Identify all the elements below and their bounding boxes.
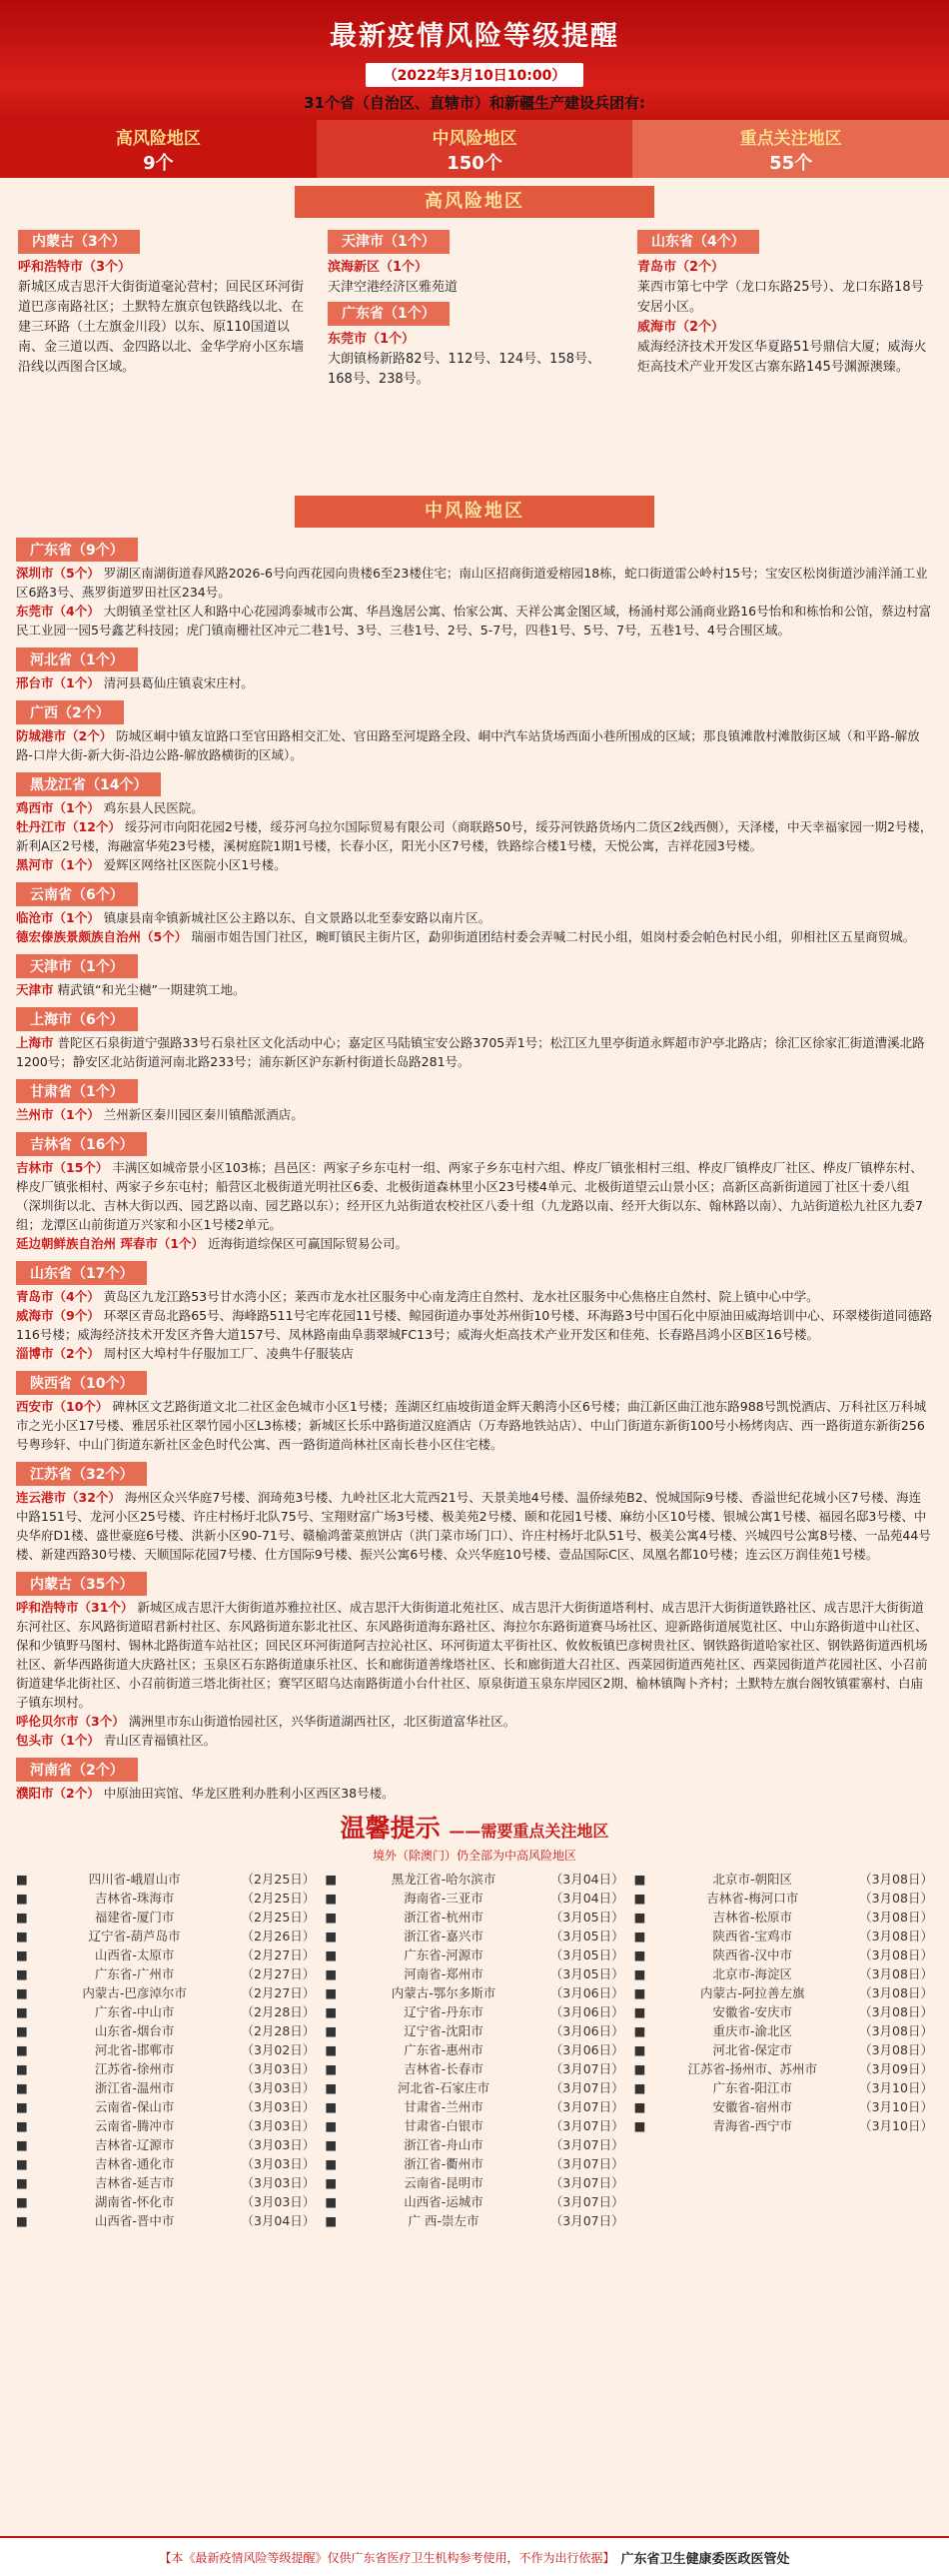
focus-area: 青海省-西宁市 bbox=[712, 2118, 793, 2133]
focus-item: ■ 内蒙古-阿拉善左旗 （3月08日） bbox=[633, 1985, 933, 2000]
footer bbox=[0, 2536, 949, 2576]
city-label: 连云港市（32个） bbox=[16, 1490, 121, 1505]
city-label: 威海市（9个） bbox=[16, 1308, 100, 1323]
province-label: 甘肃省（1个） bbox=[16, 1079, 138, 1103]
focus-item: ■ 安徽省-宿州市 （3月10日） bbox=[633, 2099, 933, 2114]
focus-item: ■ 内蒙古-巴彦淖尔市 （2月27日） bbox=[16, 1985, 316, 2000]
focus-date: （3月06日） bbox=[549, 2023, 624, 2038]
focus-area: 广东省-惠州市 bbox=[404, 2042, 483, 2057]
focus-date: （3月08日） bbox=[859, 1985, 933, 2000]
high-risk-columns bbox=[0, 226, 949, 488]
focus-area: 云南省-保山市 bbox=[94, 2099, 175, 2114]
area-text: 黄岛区九龙江路53号甘水湾小区；莱西市龙水社区服务中心南龙湾庄自然村、龙水社区服务中心焦格庄自然村、院上镇中心中学。 bbox=[103, 1289, 819, 1304]
footer-note: 【本《最新疫情风险等级提醒》仅供广东省医疗卫生机构参考使用，不作为出行依据】 bbox=[159, 2550, 615, 2565]
city-label: 呼伦贝尔市（3个） bbox=[16, 1714, 125, 1729]
medium-province-block bbox=[16, 1005, 933, 1071]
medium-risk-entry bbox=[16, 1784, 933, 1803]
focus-date: （3月05日） bbox=[549, 1947, 624, 1962]
focus-area: 广 西-崇左市 bbox=[408, 2213, 479, 2228]
focus-item: ■ 陕西省-汉中市 （3月08日） bbox=[633, 1947, 933, 1962]
province-label: 江苏省（32个） bbox=[16, 1462, 147, 1486]
area-text: 大朗镇圣堂社区人和路中心花园鸿泰城市公寓、华昌逸居公寓、怡家公寓、天祥公寓金图区域，杨涌村郑公涌商业路16号怡和和栋怡和公馆，蔡边村富民工业园一园5号鑫艺科技园；虎门镇南栅社区冲元二巷1号、3号、三巷1号、2号、5-7号，四巷1号、5号、7号，五巷1号、4号合围区域。 bbox=[16, 604, 932, 638]
focus-item: ■ 浙江省-舟山市 （3月07日） bbox=[325, 2137, 624, 2152]
city-label: 邢台市（1个） bbox=[16, 675, 100, 690]
medium-risk-entry bbox=[16, 564, 933, 602]
medium-risk-list bbox=[0, 536, 949, 1803]
medium-risk-entry bbox=[16, 726, 933, 764]
area-text: 丰满区如城帝景小区103栋；昌邑区：两家子乡东屯村一组、两家子乡东屯村六组、桦皮厂镇张相村三组、桦皮厂镇桦皮厂社区、桦皮厂镇桦东村、桦皮厂镇张相村、两家子乡东屯村；船营区北极街道光明社区6委、北极街道森林里小区23号楼4单元、北极街道望云山景小区；高新区高新街道园丁社区十委八组（深圳街以北、吉林大街以西、园艺路以南、园艺路以东）；经开区九站街道农校社区八委十组（九龙路以南、经开大街以东、翰林路以南）、九站街道松九社区九委7组；龙潭区山前街道万兴家和小区1号楼2单元。 bbox=[16, 1160, 923, 1232]
focus-item: ■ 广东省-河源市 （3月05日） bbox=[325, 1947, 624, 1962]
focus-area: 海南省-三亚市 bbox=[404, 1891, 483, 1906]
city-label: 西安市（10个） bbox=[16, 1399, 109, 1414]
medium-risk-entry bbox=[16, 1731, 933, 1750]
footer-org: 广东省卫生健康委医政医管处 bbox=[620, 2551, 790, 2567]
medium-risk-entry bbox=[16, 1158, 933, 1234]
province-label: 内蒙古（35个） bbox=[16, 1572, 147, 1596]
medium-province-block bbox=[16, 952, 933, 999]
focus-item: ■ 辽宁省-葫芦岛市 （2月26日） bbox=[16, 1929, 316, 1943]
focus-item: ■ 广东省-中山市 （2月28日） bbox=[16, 2004, 316, 2019]
focus-item: ■ 广 西-崇左市 （3月07日） bbox=[325, 2213, 624, 2228]
high-risk-col-1: 内蒙古（3个） 呼和浩特市（3个） 新城区成吉思汗大街街道毫沁营村；回民区环河街道巴彦南路社区；土默特左旗京包铁路线以北、在建三环路（土左旗金川段）以东、原110国道以南、金三道以西、金四路以北、金华学府小区东墙沿线以西图合区域。 bbox=[18, 226, 312, 488]
medium-province-block bbox=[16, 698, 933, 764]
focus-item: ■ 安徽省-安庆市 （3月08日） bbox=[633, 2004, 933, 2019]
focus-date: （3月06日） bbox=[549, 2004, 624, 2019]
focus-item: ■ 吉林省-通化市 （3月03日） bbox=[16, 2156, 316, 2171]
medium-risk-entry bbox=[16, 908, 933, 927]
focus-area: 河北省-保定市 bbox=[712, 2042, 793, 2057]
focus-area: 浙江省-温州市 bbox=[94, 2080, 175, 2095]
focus-area: 山西省-运城市 bbox=[404, 2194, 483, 2209]
focus-item: ■ 山西省-运城市 （3月07日） bbox=[325, 2194, 624, 2209]
focus-area: 江苏省-扬州市、苏州市 bbox=[687, 2061, 818, 2076]
focus-date: （3月07日） bbox=[549, 2156, 624, 2171]
area-text: 罗湖区南湖街道春风路2026-6号向西花园向贵楼6至23楼住宅；南山区招商街道爱榕园18栋，蛇口街道雷公岭村15号；宝安区松岗街道沙浦洋涌工业区6路3号、燕罗街道罗田社区234号。 bbox=[16, 566, 928, 600]
province-label: 吉林省（16个） bbox=[16, 1132, 147, 1156]
focus-item: ■ 浙江省-嘉兴市 （3月05日） bbox=[325, 1929, 624, 1943]
province-label: 上海市（6个） bbox=[16, 1007, 138, 1031]
focus-area-columns bbox=[0, 1864, 949, 2228]
area-text: 爱辉区网络社区医院小区1号楼。 bbox=[103, 857, 287, 872]
focus-date: （3月03日） bbox=[241, 2194, 316, 2209]
focus-date: （3月02日） bbox=[241, 2042, 316, 2057]
focus-date: （3月08日） bbox=[859, 1947, 933, 1962]
focus-date: （3月05日） bbox=[549, 1910, 624, 1925]
focus-item: ■ 甘肃省-白银市 （3月07日） bbox=[325, 2118, 624, 2133]
focus-date: （3月08日） bbox=[859, 2042, 933, 2057]
city-label: 临沧市（1个） bbox=[16, 910, 100, 925]
focus-item: ■ 广东省-阳江市 （3月10日） bbox=[633, 2080, 933, 2095]
focus-item: ■ 云南省-腾冲市 （3月03日） bbox=[16, 2118, 316, 2133]
focus-item: ■ 江苏省-扬州市、苏州市 （3月09日） bbox=[633, 2061, 933, 2076]
area-text: 清河县葛仙庄镇袁宋庄村。 bbox=[103, 675, 254, 690]
focus-item: ■ 北京市-海淀区 （3月08日） bbox=[633, 1966, 933, 1981]
area-text: 满洲里市东山街道怡园社区，兴华街道湖西社区，北区街道富华社区。 bbox=[128, 1714, 516, 1729]
focus-item: ■ 甘肃省-兰州市 （3月07日） bbox=[325, 2099, 624, 2114]
focus-date: （2月28日） bbox=[241, 2004, 316, 2019]
medium-risk-entry bbox=[16, 980, 933, 999]
province-label: 云南省（6个） bbox=[16, 882, 138, 906]
city-label: 天津市 bbox=[16, 982, 54, 997]
focus-area: 北京市-海淀区 bbox=[712, 1966, 793, 1981]
focus-date: （3月03日） bbox=[241, 2137, 316, 2152]
high-risk-col-3: 山东省（4个） 青岛市（2个） 莱西市第七中学（龙口东路25号）、龙口东路18号安居小区。 威海市（2个） 威海经济技术开发区华夏路51号鼎信大厦；威海火炬高技术产业开发区古寨东路145号渊源澳臻。 bbox=[637, 226, 931, 488]
medium-risk-entry bbox=[16, 855, 933, 874]
focus-column bbox=[325, 1870, 624, 2228]
focus-item: ■ 吉林省-辽源市 （3月03日） bbox=[16, 2137, 316, 2152]
medium-risk-entry bbox=[16, 1033, 933, 1071]
province-label: 河南省（2个） bbox=[16, 1758, 138, 1782]
focus-item: ■ 吉林省-珠海市 （2月25日） bbox=[16, 1891, 316, 1906]
focus-date: （3月08日） bbox=[859, 2004, 933, 2019]
city-label: 兰州市（1个） bbox=[16, 1107, 100, 1122]
focus-area: 重庆市-渝北区 bbox=[712, 2023, 793, 2038]
focus-date: （3月08日） bbox=[859, 1910, 933, 1925]
city-label: 防城港市（2个） bbox=[16, 728, 113, 743]
focus-area: 吉林省-珠海市 bbox=[94, 1891, 175, 1906]
focus-area: 山西省-太原市 bbox=[94, 1947, 175, 1962]
focus-date: （3月10日） bbox=[859, 2080, 933, 2095]
focus-date: （3月06日） bbox=[549, 2042, 624, 2057]
focus-area: 北京市-朝阳区 bbox=[712, 1872, 793, 1887]
tips-note: 境外（除澳门）仍全部为中高风险地区 bbox=[372, 1849, 576, 1863]
focus-area: 河北省-邯郸市 bbox=[94, 2042, 175, 2057]
focus-item: ■ 吉林省-长春市 （3月07日） bbox=[325, 2061, 624, 2076]
focus-area: 湖南省-怀化市 bbox=[94, 2194, 175, 2209]
high-risk-summary: 高风险地区 9个 bbox=[0, 120, 317, 178]
focus-area: 辽宁省-葫芦岛市 bbox=[88, 1929, 181, 1943]
medium-risk-entry bbox=[16, 1397, 933, 1454]
medium-province-block bbox=[16, 536, 933, 640]
focus-item: ■ 辽宁省-丹东市 （3月06日） bbox=[325, 2004, 624, 2019]
city-label: 延边朝鲜族自治州 珲春市（1个） bbox=[16, 1236, 205, 1251]
focus-area: 陕西省-汉中市 bbox=[712, 1947, 793, 1962]
focus-item: ■ 辽宁省-沈阳市 （3月06日） bbox=[325, 2023, 624, 2038]
area-text: 青山区青福镇社区。 bbox=[103, 1733, 217, 1748]
focus-item: ■ 黑龙江省-哈尔滨市 （3月04日） bbox=[325, 1872, 624, 1887]
medium-risk-entry bbox=[16, 1306, 933, 1344]
focus-date: （2月27日） bbox=[241, 1985, 316, 2000]
risk-summary-band bbox=[0, 120, 949, 178]
province-label: 天津市（1个） bbox=[16, 954, 138, 978]
focus-area-summary: 重点关注地区 55个 bbox=[632, 120, 949, 178]
city-label: 淄博市（2个） bbox=[16, 1346, 100, 1361]
area-text: 绥芬河市向阳花园2号楼，绥芬河乌拉尔国际贸易有限公司（商联路50号，绥芬河铁路货场内二货区2线西侧），天泽楼，中天幸福家园一期2号楼，新利A区2号楼，海融富华苑23号楼，溪树庭院1期1号楼，长春小区，阳光小区7号楼，铁路综合楼1号楼，天悦公寓，吉祥花园3号楼。 bbox=[16, 819, 933, 853]
focus-item: ■ 广东省-广州市 （2月27日） bbox=[16, 1966, 316, 1981]
medium-risk-heading: 中风险地区 bbox=[295, 496, 654, 528]
focus-item: ■ 陕西省-宝鸡市 （3月08日） bbox=[633, 1929, 933, 1943]
focus-date: （2月25日） bbox=[241, 1891, 316, 1906]
focus-date: （3月08日） bbox=[859, 1872, 933, 1887]
area-text: 防城区峒中镇友谊路口至官田路相交汇处、官田路至河堤路全段、峒中汽车站货场西面小巷所围成的区域；那良镇滩散村滩散街区域（和平路-解放路-口岸大街-新大街-沿边公路-解放路横街的区域）。 bbox=[16, 728, 920, 762]
medium-province-block bbox=[16, 1369, 933, 1454]
focus-area: 四川省-峨眉山市 bbox=[88, 1872, 181, 1887]
focus-area: 河北省-石家庄市 bbox=[397, 2080, 489, 2095]
focus-date: （3月07日） bbox=[549, 2118, 624, 2133]
focus-item: ■ 江苏省-徐州市 （3月03日） bbox=[16, 2061, 316, 2076]
focus-area: 浙江省-衢州市 bbox=[404, 2156, 483, 2171]
focus-date: （3月03日） bbox=[241, 2118, 316, 2133]
focus-area: 吉林省-辽源市 bbox=[94, 2137, 175, 2152]
focus-area: 辽宁省-沈阳市 bbox=[404, 2023, 483, 2038]
high-risk-col-2: 天津市（1个） 滨海新区（1个） 天津空港经济区雅苑道 广东省（1个） 东莞市（1个） 大朗镇杨新路82号、112号、124号、158号、168号、238号。 bbox=[328, 226, 621, 488]
tips-title: 温馨提示 ——需要重点关注地区 bbox=[340, 1814, 609, 1843]
focus-date: （3月09日） bbox=[859, 2061, 933, 2076]
area-text: 兰州新区秦川园区秦川镇酷派酒店。 bbox=[103, 1107, 304, 1122]
focus-area: 浙江省-舟山市 bbox=[404, 2137, 483, 2152]
area-text: 普陀区石泉街道宁强路33号石泉社区文化活动中心；嘉定区马陆镇宝安公路3705弄1号；松江区九里亭街道永辉超市沪亭北路店；徐汇区徐家汇街道漕溪北路1200号；静安区北站街道河南北路233号；浦东新区沪东新村街道长岛路281号。 bbox=[16, 1035, 925, 1069]
focus-date: （3月04日） bbox=[241, 2213, 316, 2228]
province-label: 山东省（17个） bbox=[16, 1261, 147, 1285]
focus-date: （3月04日） bbox=[549, 1872, 624, 1887]
medium-risk-entry bbox=[16, 1287, 933, 1306]
focus-date: （2月26日） bbox=[241, 1929, 316, 1943]
focus-area: 内蒙古-鄂尔多斯市 bbox=[391, 1985, 496, 2000]
city-label: 牡丹江市（12个） bbox=[16, 819, 121, 834]
focus-item: ■ 云南省-昆明市 （3月07日） bbox=[325, 2175, 624, 2190]
focus-item: ■ 青海省-西宁市 （3月10日） bbox=[633, 2118, 933, 2133]
focus-date: （3月07日） bbox=[549, 2175, 624, 2190]
area-text: 海州区众兴华庭7号楼、润琦苑3号楼、九岭社区北大荒西21号、天景美地4号楼、温侨绿苑B2、悦城国际9号楼、香溢世纪花城小区7号楼、海连中路151号、龙河小区25号楼、许庄村杨圩北队75号、宝翔财富广场3号楼、极美苑2号楼、颐和花园1号楼、麻纺小区10号楼、银城公寓1号楼、福园名邸3号楼、中央华府D1楼、盛世豪庭6号楼、洪新小区90-71号、赣榆鸿蕾菜煎饼店（洪门菜市场门口）、许庄村杨圩北队51号、极美公寓4号楼、兴城四号公寓8号楼、一品苑44号楼、新建西路30号楼、天顺国际花园7号楼、仕方国际9号楼、振兴公寓6号楼、众兴华庭10号楼、壹品国际C区、凤凰名都10号楼；连云区万润佳苑1号楼。 bbox=[16, 1490, 931, 1562]
focus-area: 甘肃省-兰州市 bbox=[404, 2099, 483, 2114]
focus-item: ■ 四川省-峨眉山市 （2月25日） bbox=[16, 1872, 316, 1887]
focus-item: ■ 河北省-邯郸市 （3月02日） bbox=[16, 2042, 316, 2057]
city-label: 德宏傣族景颇族自治州（5个） bbox=[16, 929, 188, 944]
focus-item: ■ 湖南省-怀化市 （3月03日） bbox=[16, 2194, 316, 2209]
focus-date: （3月03日） bbox=[241, 2061, 316, 2076]
focus-item: ■ 河北省-保定市 （3月08日） bbox=[633, 2042, 933, 2057]
focus-date: （2月27日） bbox=[241, 1947, 316, 1962]
city-label: 东莞市（4个） bbox=[16, 604, 100, 619]
focus-date: （2月25日） bbox=[241, 1872, 316, 1887]
area-text: 新城区成吉思汗大街街道苏雅拉社区、成吉思汗大街街道北苑社区、成吉思汗大街街道塔利村、成吉思汗大街街道铁路社区、成吉思汗大街街道东河社区、东风路街道昭君新村社区、东风路街道东影北社区、东风路街道海东路社区、海拉尔东路街道赛马场社区、迎新路街道展览社区、中山东路街道中山社区、保和少镇野马图村、锡林北路街道车站社区；回民区环河街道阿吉拉沁社区、环河街道太平街社区、攸攸板镇巴彦树贵社区、钢铁路街道哈家社区、钢铁路街道西机场社区、新华西路街道大庆路社区；玉泉区石东路街道康乐社区、长和廊街道善缘塔社区、长和廊街道大召社区、西菜园街道西苑社区、西菜园街道芦花园社区、小召前街道建华北街社区、小召前街道三塔北街社区；赛罕区昭乌达南路街道小台什社区、原泉街道玉泉东岸园区2期、榆林镇陶卜齐村；土默特左旗台阁牧镇霍寨村、白庙子镇东坝村。 bbox=[16, 1600, 928, 1710]
focus-area: 吉林省-梅河口市 bbox=[706, 1891, 799, 1906]
area-text: 瑞丽市姐告国门社区，畹町镇民主街片区，勐卯街道团结村委会弄喊二村民小组，姐岗村委会帕色村民小组，卯相社区五星商贸城。 bbox=[191, 929, 916, 944]
focus-area: 吉林省-长春市 bbox=[404, 2061, 483, 2076]
city-label: 鸡西市（1个） bbox=[16, 800, 100, 815]
focus-area: 福建省-厦门市 bbox=[94, 1910, 175, 1925]
focus-item: ■ 云南省-保山市 （3月03日） bbox=[16, 2099, 316, 2114]
medium-province-block bbox=[16, 880, 933, 946]
focus-item: ■ 福建省-厦门市 （2月25日） bbox=[16, 1910, 316, 1925]
medium-province-block bbox=[16, 1460, 933, 1564]
focus-item: ■ 浙江省-温州市 （3月03日） bbox=[16, 2080, 316, 2095]
focus-area: 内蒙古-阿拉善左旗 bbox=[700, 1985, 805, 2000]
focus-item: ■ 重庆市-渝北区 （3月08日） bbox=[633, 2023, 933, 2038]
focus-item: ■ 山东省-烟台市 （2月28日） bbox=[16, 2023, 316, 2038]
medium-province-block bbox=[16, 645, 933, 692]
focus-item: ■ 海南省-三亚市 （3月04日） bbox=[325, 1891, 624, 1906]
focus-item: ■ 广东省-惠州市 （3月06日） bbox=[325, 2042, 624, 2057]
area-text: 环翠区青岛北路65号、海峰路511号宅库花园11号楼、鲸园街道办事处苏州街10号楼、环海路3号中国石化中原油田威海培训中心、环翠楼街道同德路116号楼；威海经济技术开发区齐鲁大道157号、凤林路南曲阜翡翠城FC13号；威海火炬高技术产业开发区和佳苑、长春路昌鸿小区B区16号楼。 bbox=[16, 1308, 933, 1342]
area-text: 镇康县南伞镇新城社区公主路以东、自文景路以北至泰安路以南片区。 bbox=[103, 910, 491, 925]
focus-area: 吉林省-松原市 bbox=[712, 1910, 793, 1925]
focus-item: ■ 北京市-朝阳区 （3月08日） bbox=[633, 1872, 933, 1887]
focus-date: （3月03日） bbox=[241, 2175, 316, 2190]
focus-area: 江苏省-徐州市 bbox=[94, 2061, 175, 2076]
medium-province-block bbox=[16, 1130, 933, 1253]
focus-item: ■ 吉林省-梅河口市 （3月08日） bbox=[633, 1891, 933, 1906]
focus-date: （3月08日） bbox=[859, 1891, 933, 1906]
medium-risk-entry bbox=[16, 673, 933, 692]
focus-area: 广东省-广州市 bbox=[94, 1966, 175, 1981]
focus-date: （3月08日） bbox=[859, 1966, 933, 1981]
province-label: 陕西省（10个） bbox=[16, 1371, 147, 1395]
focus-date: （3月07日） bbox=[549, 2137, 624, 2152]
tips-section bbox=[0, 1809, 949, 1864]
province-label: 黑龙江省（14个） bbox=[16, 772, 161, 796]
focus-area: 广东省-阳江市 bbox=[712, 2080, 793, 2095]
focus-date: （3月07日） bbox=[549, 2099, 624, 2114]
focus-item: ■ 内蒙古-鄂尔多斯市 （3月06日） bbox=[325, 1985, 624, 2000]
focus-area: 云南省-昆明市 bbox=[404, 2175, 483, 2190]
page-title: 最新疫情风险等级提醒 bbox=[330, 21, 619, 52]
focus-area: 安徽省-安庆市 bbox=[712, 2004, 793, 2019]
focus-item: ■ 吉林省-松原市 （3月08日） bbox=[633, 1910, 933, 1925]
focus-column bbox=[634, 1870, 933, 2167]
area-text: 近海街道综保区可赢国际贸易公司。 bbox=[208, 1236, 409, 1251]
focus-area: 吉林省-延吉市 bbox=[94, 2175, 175, 2190]
city-label: 深圳市（5个） bbox=[16, 566, 100, 581]
medium-risk-entry bbox=[16, 1712, 933, 1731]
focus-item: ■ 河南省-郑州市 （3月05日） bbox=[325, 1966, 624, 1981]
focus-area: 广东省-中山市 bbox=[94, 2004, 175, 2019]
province-label: 广西（2个） bbox=[16, 700, 124, 724]
focus-area: 浙江省-嘉兴市 bbox=[404, 1929, 483, 1943]
focus-date: （3月07日） bbox=[549, 2061, 624, 2076]
focus-date: （3月05日） bbox=[549, 1966, 624, 1981]
focus-area: 辽宁省-丹东市 bbox=[404, 2004, 483, 2019]
focus-date: （3月10日） bbox=[859, 2118, 933, 2133]
focus-date: （3月10日） bbox=[859, 2099, 933, 2114]
city-label: 濮阳市（2个） bbox=[16, 1786, 100, 1801]
area-text: 周村区大埠村牛仔服加工厂、凌典牛仔服装店 bbox=[103, 1346, 354, 1361]
medium-risk-entry bbox=[16, 602, 933, 640]
update-date: （2022年3月10日10:00） bbox=[366, 63, 584, 87]
medium-risk-entry bbox=[16, 1344, 933, 1363]
focus-area: 吉林省-通化市 bbox=[94, 2156, 175, 2171]
focus-date: （2月25日） bbox=[241, 1910, 316, 1925]
focus-date: （3月03日） bbox=[241, 2156, 316, 2171]
focus-item: ■ 吉林省-延吉市 （3月03日） bbox=[16, 2175, 316, 2190]
area-text: 碑林区文艺路街道文北二社区金色城市小区1号楼；莲湖区红庙坡街道金辉天鹅湾小区6号楼；曲江新区曲江池东路988号凯悦酒店、万科社区万科城市之光小区17号楼、雅居乐社区翠竹园小区L3栋楼；新城区长乐中路街道汉庭酒店（万寿路地铁站店）、中山门街道东新街100号小杨烤肉店、西一路街道东新街256号粤珍轩、中山门街道东新社区金色时代公寓、西一路街道尚林社区南长巷小区住宅楼。 bbox=[16, 1399, 927, 1452]
high-risk-heading: 高风险地区 bbox=[295, 186, 654, 218]
focus-area: 浙江省-杭州市 bbox=[404, 1910, 483, 1925]
city-label: 青岛市（4个） bbox=[16, 1289, 100, 1304]
medium-risk-entry bbox=[16, 1598, 933, 1712]
focus-date: （3月08日） bbox=[859, 1929, 933, 1943]
medium-risk-entry bbox=[16, 1234, 933, 1253]
focus-date: （3月05日） bbox=[549, 1929, 624, 1943]
province-label: 广东省（9个） bbox=[16, 538, 138, 562]
focus-item: ■ 山西省-晋中市 （3月04日） bbox=[16, 2213, 316, 2228]
city-label: 黑河市（1个） bbox=[16, 857, 100, 872]
focus-area: 甘肃省-白银市 bbox=[404, 2118, 483, 2133]
focus-area: 黑龙江省-哈尔滨市 bbox=[391, 1872, 496, 1887]
medium-province-block bbox=[16, 770, 933, 874]
city-label: 呼和浩特市（31个） bbox=[16, 1600, 134, 1615]
focus-date: （3月04日） bbox=[549, 1891, 624, 1906]
medium-province-block bbox=[16, 1259, 933, 1363]
focus-date: （3月03日） bbox=[241, 2080, 316, 2095]
focus-date: （3月07日） bbox=[549, 2194, 624, 2209]
focus-date: （3月07日） bbox=[549, 2080, 624, 2095]
medium-risk-entry bbox=[16, 817, 933, 855]
medium-province-block bbox=[16, 1077, 933, 1124]
focus-date: （2月28日） bbox=[241, 2023, 316, 2038]
focus-area: 河南省-郑州市 bbox=[404, 1966, 483, 1981]
medium-risk-entry bbox=[16, 798, 933, 817]
city-label: 吉林市（15个） bbox=[16, 1160, 109, 1175]
focus-date: （3月03日） bbox=[241, 2099, 316, 2114]
medium-risk-entry bbox=[16, 1105, 933, 1124]
focus-date: （2月27日） bbox=[241, 1966, 316, 1981]
focus-area: 山东省-烟台市 bbox=[94, 2023, 175, 2038]
focus-area: 广东省-河源市 bbox=[404, 1947, 483, 1962]
focus-area: 陕西省-宝鸡市 bbox=[712, 1929, 793, 1943]
area-text: 精武镇“和光尘樾”一期建筑工地。 bbox=[57, 982, 246, 997]
summary-text: 31个省（自治区、直辖市）和新疆生产建设兵团有: bbox=[304, 94, 645, 112]
medium-risk-entry bbox=[16, 927, 933, 946]
medium-risk-summary: 中风险地区 150个 bbox=[317, 120, 633, 178]
focus-date: （3月06日） bbox=[549, 1985, 624, 2000]
focus-column bbox=[16, 1870, 316, 2228]
focus-item: ■ 浙江省-衢州市 （3月07日） bbox=[325, 2156, 624, 2171]
city-label: 包头市（1个） bbox=[16, 1733, 100, 1748]
focus-area: 云南省-腾冲市 bbox=[94, 2118, 175, 2133]
medium-risk-entry bbox=[16, 1488, 933, 1564]
focus-item: ■ 河北省-石家庄市 （3月07日） bbox=[325, 2080, 624, 2095]
medium-province-block bbox=[16, 1570, 933, 1750]
area-text: 鸡东县人民医院。 bbox=[103, 800, 204, 815]
focus-item: ■ 浙江省-杭州市 （3月05日） bbox=[325, 1910, 624, 1925]
focus-item: ■ 山西省-太原市 （2月27日） bbox=[16, 1947, 316, 1962]
focus-date: （3月07日） bbox=[549, 2213, 624, 2228]
province-label: 河北省（1个） bbox=[16, 647, 138, 671]
city-label: 上海市 bbox=[16, 1035, 54, 1050]
focus-area: 内蒙古-巴彦淖尔市 bbox=[82, 1985, 187, 2000]
focus-area: 山西省-晋中市 bbox=[94, 2213, 175, 2228]
medium-province-block bbox=[16, 1756, 933, 1803]
focus-area: 安徽省-宿州市 bbox=[712, 2099, 793, 2114]
area-text: 中原油田宾馆、华龙区胜利办胜利小区西区38号楼。 bbox=[103, 1786, 395, 1801]
focus-date: （3月08日） bbox=[859, 2023, 933, 2038]
